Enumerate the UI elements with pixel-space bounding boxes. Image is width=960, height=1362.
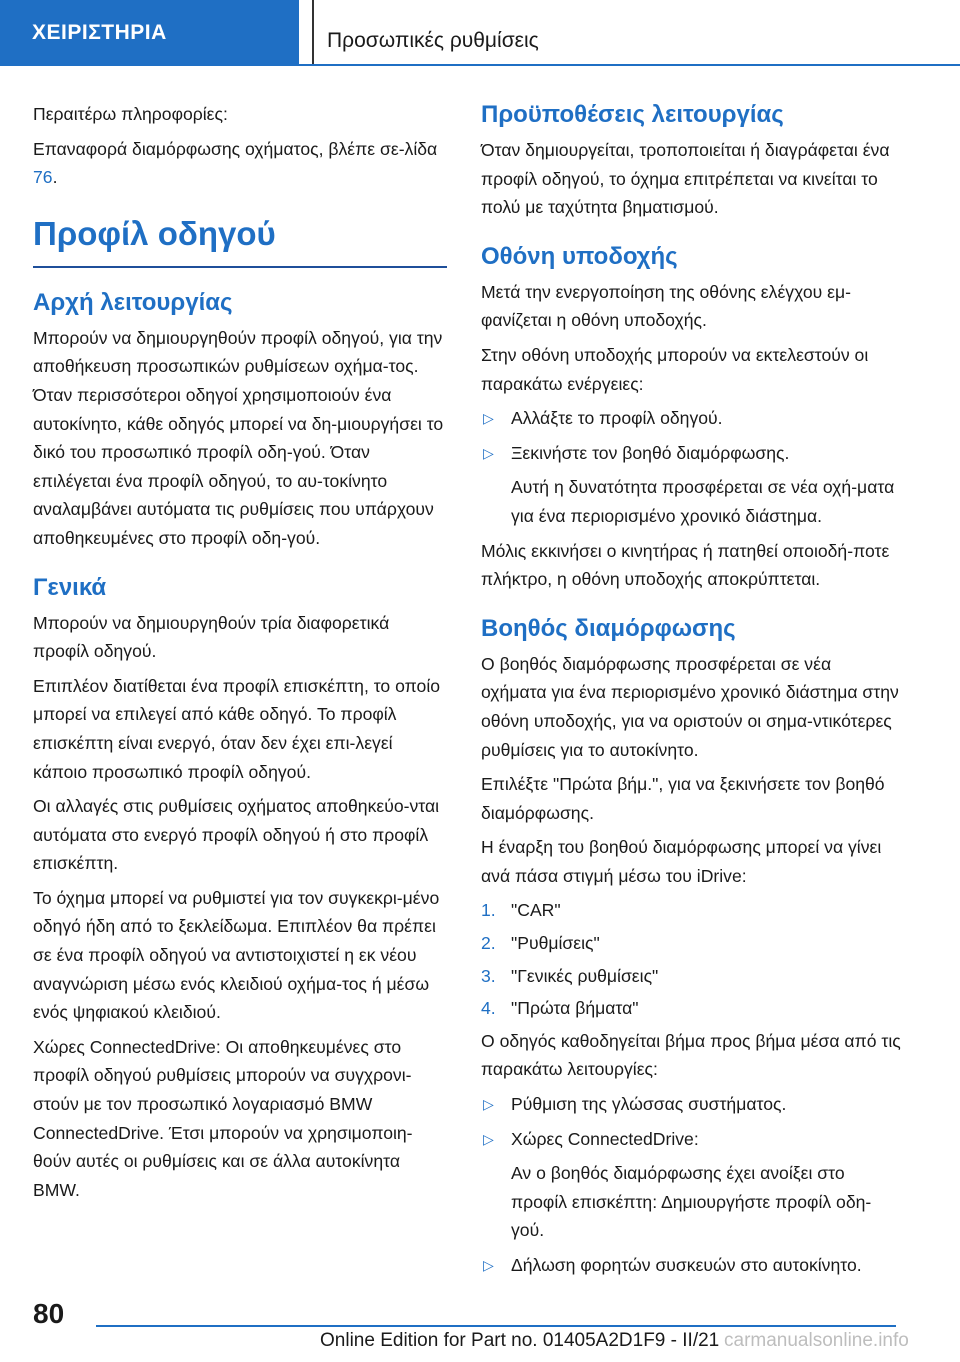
- page-title: Προσωπικές ρυθμίσεις: [327, 29, 539, 52]
- intro-text-body: Επαναφορά διαμόρφωσης οχήματος, βλέπε σε-λίδα: [33, 138, 438, 159]
- triangle-bullet-icon: ▷: [483, 1257, 494, 1273]
- heading-general: Γενικά: [33, 573, 107, 601]
- triangle-bullet-icon: ▷: [483, 410, 494, 427]
- list-item: [481, 1251, 901, 1280]
- heading-welcome-screen: Οθόνη υποδοχής: [481, 242, 678, 270]
- page-number: 80: [33, 1298, 65, 1329]
- list-item: [481, 1090, 901, 1119]
- bullet-subtext: Αν ο βοηθός διαμόρφωσης έχει ανοίξει στο προφίλ επισκέπτη: Δημιουργήστε προφίλ οδη-γού.: [511, 1163, 872, 1241]
- welcome-p2: Στην οθόνη υποδοχής μπορούν να εκτελεστούν οι παρακάτω ενέργειες:: [481, 344, 869, 394]
- bullet-text: Ρύθμιση της γλώσσας συστήματος.: [511, 1094, 787, 1115]
- page-link[interactable]: 76: [33, 167, 53, 188]
- assistant-p3: Η έναρξη του βοηθού διαμόρφωσης μπορεί να γίνει ανά πάσα στιγμή μέσω του iDrive:: [481, 837, 882, 886]
- heading-principle: Αρχή λειτουργίας: [33, 288, 233, 316]
- step-item: [481, 994, 901, 1023]
- triangle-bullet-icon: ▷: [483, 1096, 494, 1113]
- step-number: 4.: [481, 998, 496, 1019]
- bullet-text: Χώρες ConnectedDrive:: [511, 1128, 699, 1149]
- list-item: [481, 439, 901, 468]
- triangle-bullet-icon: ▷: [483, 1130, 494, 1147]
- step-text: "Ρυθμίσεις": [511, 933, 600, 954]
- section-tab: ΧΕΙΡΙΣΤΗΡΙΑ: [0, 0, 299, 66]
- welcome-p3: Μόλις εκκινήσει ο κινητήρας ή πατηθεί οποιοδή-ποτε πλήκτρο, η οθόνη υποδοχής αποκρύπτεται.: [481, 540, 890, 590]
- bullet-subtext: Αυτή η δυνατότητα προσφέρεται σε νέα οχή-ματα για ένα περιορισμένο χρονικό διάστημα.: [511, 477, 895, 526]
- step-item: [481, 896, 901, 925]
- footer-rule: [96, 1325, 896, 1327]
- section-heading-driver-profile: Προφίλ οδηγού: [33, 214, 447, 268]
- edition-note: Online Edition for Part no. 01405A2D1F9 - II/21: [320, 1330, 720, 1351]
- general-p2: Επιπλέον διατίθεται ένα προφίλ επισκέπτη, το οποίο μπορεί να επιλεγεί από κάθε οδηγό. Το προφίλ επισκέπτη είναι ενεργό, όταν δεν έχει επι-λεγεί κάποιο προσωπικό προφίλ οδηγού.: [33, 675, 441, 782]
- step-number: 1.: [481, 900, 496, 921]
- left-column: [33, 100, 447, 1210]
- watermark: carmanualsonline.info: [724, 1330, 909, 1351]
- general-p1: Μπορούν να δημιουργηθούν τρία διαφορετικά προφίλ οδηγού.: [33, 612, 390, 662]
- prereq-text: Όταν δημιουργείται, τροποποιείται ή διαγράφεται ένα προφίλ οδηγού, το όχημα επιτρέπεται να κινείται το πολύ με ταχύτητα βηματισμού.: [481, 140, 890, 218]
- list-item: [481, 1125, 901, 1154]
- step-number: 2.: [481, 933, 496, 954]
- header-divider: [312, 0, 314, 64]
- principle-text: Μπορούν να δημιουργηθούν προφίλ οδηγού, για την αποθήκευση προσωπικών ρυθμίσεων οχήμα-τος. Όταν περισσότεροι οδηγοί χρησιμοποιούν ένα αυτοκίνητο, κάθε οδηγός μπορεί να δη-μιουργήσει το δικό του προσωπικό προφίλ οδη-γού. Όταν επιλέγεται ένα προφίλ οδηγού, το αυ-τοκίνητο αναλαμβάνει αυτόματα τις ρυθμίσεις που υπάρχουν αποθηκευμένες στο προφίλ οδη-γού.: [33, 327, 444, 548]
- bullet-text: Αλλάξτε το προφίλ οδηγού.: [511, 408, 723, 429]
- bullet-text: Δήλωση φορητών συσκευών στο αυτοκίνητο.: [511, 1255, 862, 1275]
- step-number: 3.: [481, 965, 496, 986]
- intro-text: [33, 135, 447, 192]
- step-item: [481, 929, 901, 958]
- assistant-p1: Ο βοηθός διαμόρφωσης προσφέρεται σε νέα οχήματα για ένα περιορισμένο χρονικό διάστημα στην οθόνη υποδοχής, για να οριστούν οι σημα-ντικότερες ρυθμίσεις για το αυτοκίνητο.: [481, 653, 899, 760]
- assistant-p4: Ο οδηγός καθοδηγείται βήμα προς βήμα μέσα από τις παρακάτω λειτουργίες:: [481, 1030, 901, 1080]
- list-item: [481, 404, 901, 433]
- general-p4: Το όχημα μπορεί να ρυθμιστεί για τον συγκεκρι-μένο οδηγό ήδη από το ξεκλείδωμα. Επιπλέον θα πρέπει σε ένα προφίλ οδηγού να αντιστοιχιστεί η εκ νέου αναγνώριση μέσω ενός κλειδιού οχήμα-τος ή μέσω ενός ψηφιακού κλειδιού.: [33, 887, 440, 1023]
- header-underline: [299, 64, 960, 66]
- step-text: "Γενικές ρυθμίσεις": [511, 965, 659, 986]
- step-text: "Πρώτα βήματα": [511, 998, 639, 1019]
- step-text: "CAR": [511, 900, 561, 921]
- welcome-p1: Μετά την ενεργοποίηση της οθόνης ελέγχου εμ-φανίζεται η οθόνη υποδοχής.: [481, 281, 851, 331]
- assistant-p2: Επιλέξτε "Πρώτα βήμ.", για να ξεκινήσετε τον βοηθό διαμόρφωσης.: [481, 774, 885, 823]
- page-header: [0, 0, 960, 66]
- heading-setup-assistant: Βοηθός διαμόρφωσης: [481, 614, 736, 642]
- general-p3: Οι αλλαγές στις ρυθμίσεις οχήματος αποθηκεύο-νται αυτόματα στο ενεργό προφίλ οδηγού ή στο προφίλ επισκέπτη.: [33, 796, 440, 874]
- bullet-text: Ξεκινήστε τον βοηθό διαμόρφωσης.: [511, 442, 790, 463]
- right-column: [481, 100, 901, 1286]
- general-p5: Χώρες ConnectedDrive: Οι αποθηκευμένες στο προφίλ οδηγού ρυθμίσεις μπορούν να συγχρονι-στούν με τον προσωπικό λογαριασμό BMW ConnectedDrive. Έτσι μπορούν να χρησιμοποιη-θούν αυτές οι ρυθμίσεις και σε άλλα αυτοκίνητα BMW.: [33, 1036, 413, 1200]
- intro-text-end: .: [52, 167, 58, 188]
- heading-prerequisites: Προϋποθέσεις λειτουργίας: [481, 101, 784, 128]
- triangle-bullet-icon: ▷: [483, 444, 494, 461]
- intro-label: Περαιτέρω πληροφορίες:: [33, 104, 228, 124]
- step-item: [481, 962, 901, 991]
